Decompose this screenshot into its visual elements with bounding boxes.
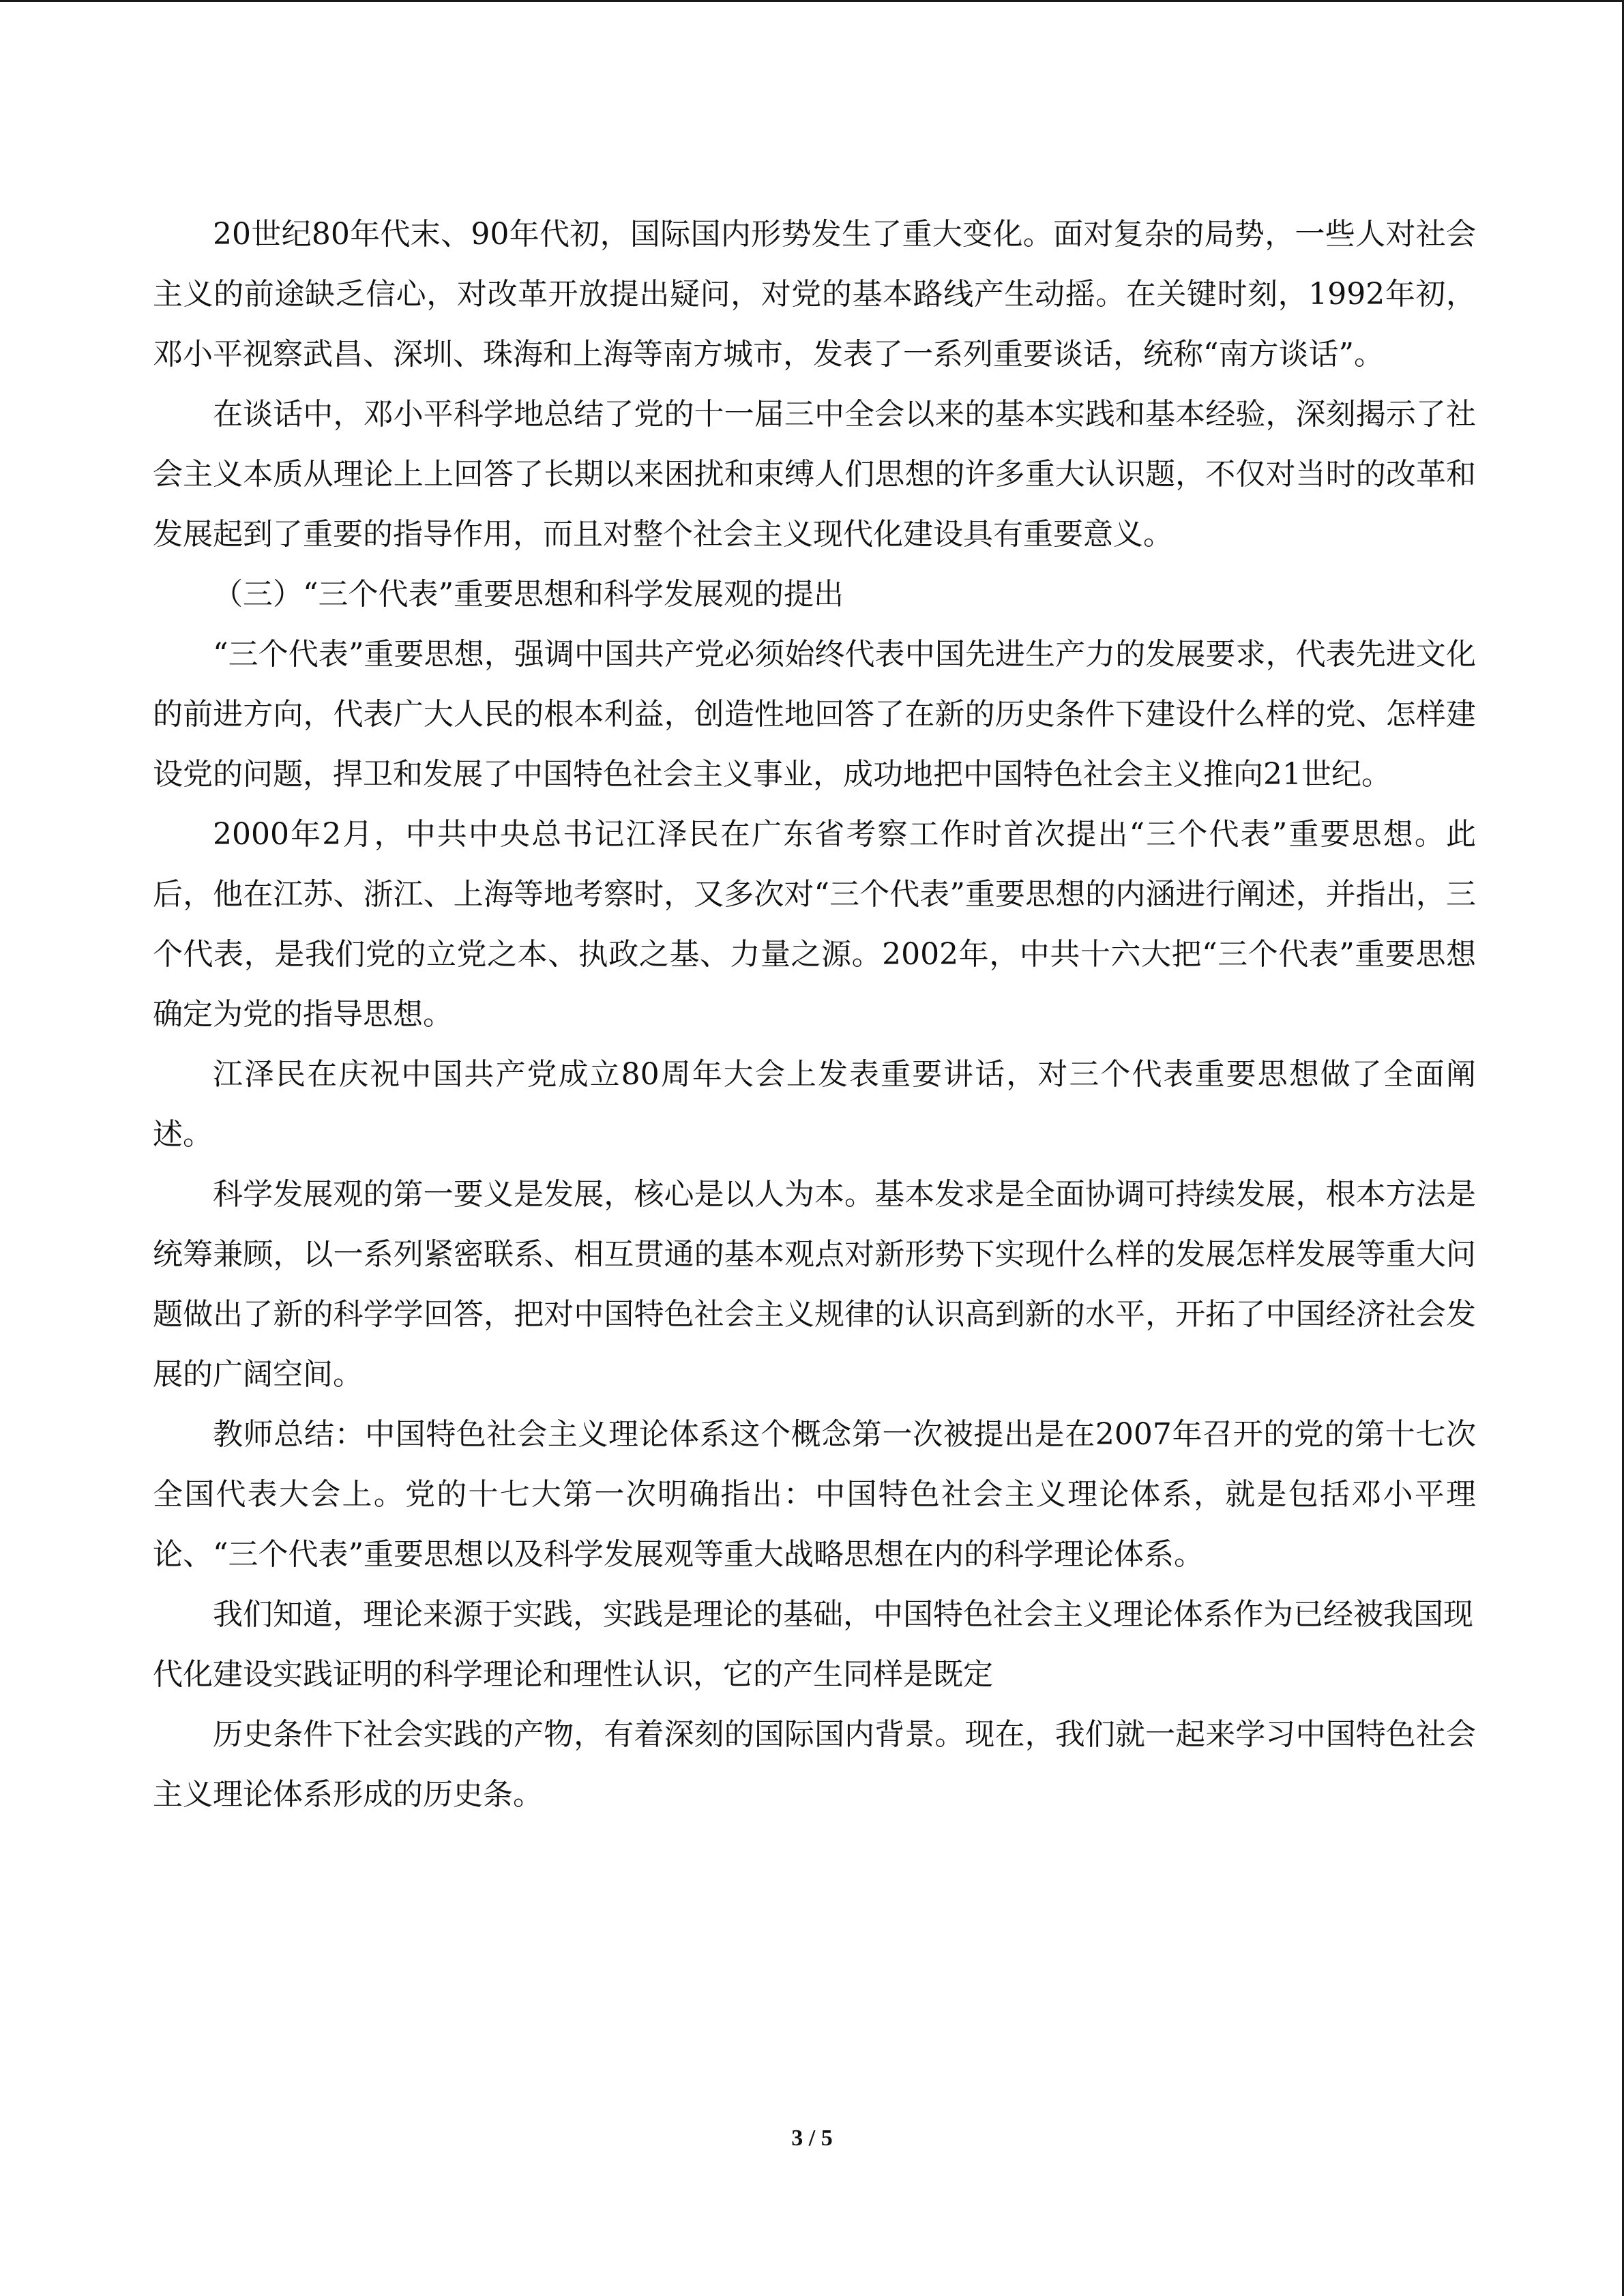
paragraph-historical-conditions: 历史条件下社会实践的产物，有着深刻的国际国内背景。现在，我们就一起来学习中国特色社会主义理论体系形成的历史条。 <box>153 1717 1476 1812</box>
paragraph-teacher-summary: 教师总结：中国特色社会主义理论体系这个概念第一次被提出是在2007年召开的党的第十七次全国代表大会上。党的十七大第一次明确指出：中国特色社会主义理论体系，就是包括邓小平理论、“三个代表”重要思想以及科学发展观等重大战略思想在内的科学理论体系。 <box>153 1417 1476 1572</box>
section-heading-three-represents: （三）“三个代表”重要思想和科学发展观的提出 <box>213 577 844 612</box>
paragraph-80th-anniversary: 江泽民在庆祝中国共产党成立80周年大会上发表重要讲话，对三个代表重要思想做了全面阐述。 <box>153 1057 1476 1152</box>
page-number: 3 / 5 <box>791 2126 833 2151</box>
paragraph-scientific-development: 科学发展观的第一要义是发展，核心是以人为本。基本发求是全面协调可持续发展，根本方法是统筹兼顾，以一系列紧密联系、相互贯通的基本观点对新形势下实现什么样的发展怎样发展等重大问题做出了新的科学学回答，把对中国特色社会主义规律的认识高到新的水平，开拓了中国经济社会发展的广阔空间。 <box>153 1177 1476 1392</box>
page-top-border <box>0 0 1624 2</box>
paragraph-jiang-2000: 2000年2月，中共中央总书记江泽民在广东省考察工作时首次提出“三个代表”重要思想。此后，他在江苏、浙江、上海等地考察时，又多次对“三个代表”重要思想的内涵进行阐述，并指出，三个代表，是我们党的立党之本、执政之基、力量之源。2002年，中共十六大把“三个代表”重要思想确定为党的指导思想。 <box>153 817 1476 1032</box>
body-text <box>153 205 1476 1825</box>
paragraph-theory-practice: 我们知道，理论来源于实践，实践是理论的基础，中国特色社会主义理论体系作为已经被我国现代化建设实践证明的科学理论和理性认识，它的产生同样是既定 <box>153 1597 1473 1692</box>
paragraph-southern-tour: 20世纪80年代末、90年代初，国际国内形势发生了重大变化。面对复杂的局势，一些人对社会主义的前途缺乏信心，对改革开放提出疑问，对党的基本路线产生动摇。在关键时刻，1992年初，邓小平视察武昌、深圳、珠海和上海等南方城市，发表了一系列重要谈话，统称“南方谈话”。 <box>153 217 1476 372</box>
paragraph-talk-significance: 在谈话中，邓小平科学地总结了党的十一届三中全会以来的基本实践和基本经验，深刻揭示了社会主义本质从理论上上回答了长期以来困扰和束缚人们思想的许多重大认识题，不仅对当时的改革和发展起到了重要的指导作用，而且对整个社会主义现代化建设具有重要意义。 <box>153 397 1476 552</box>
paragraph-three-represents: “三个代表”重要思想，强调中国共产党必须始终代表中国先进生产力的发展要求，代表先进文化的前进方向，代表广大人民的根本利益，创造性地回答了在新的历史条件下建设什么样的党、怎样建设党的问题，捍卫和发展了中国特色社会主义事业，成功地把中国特色社会主义推向21世纪。 <box>153 637 1476 792</box>
